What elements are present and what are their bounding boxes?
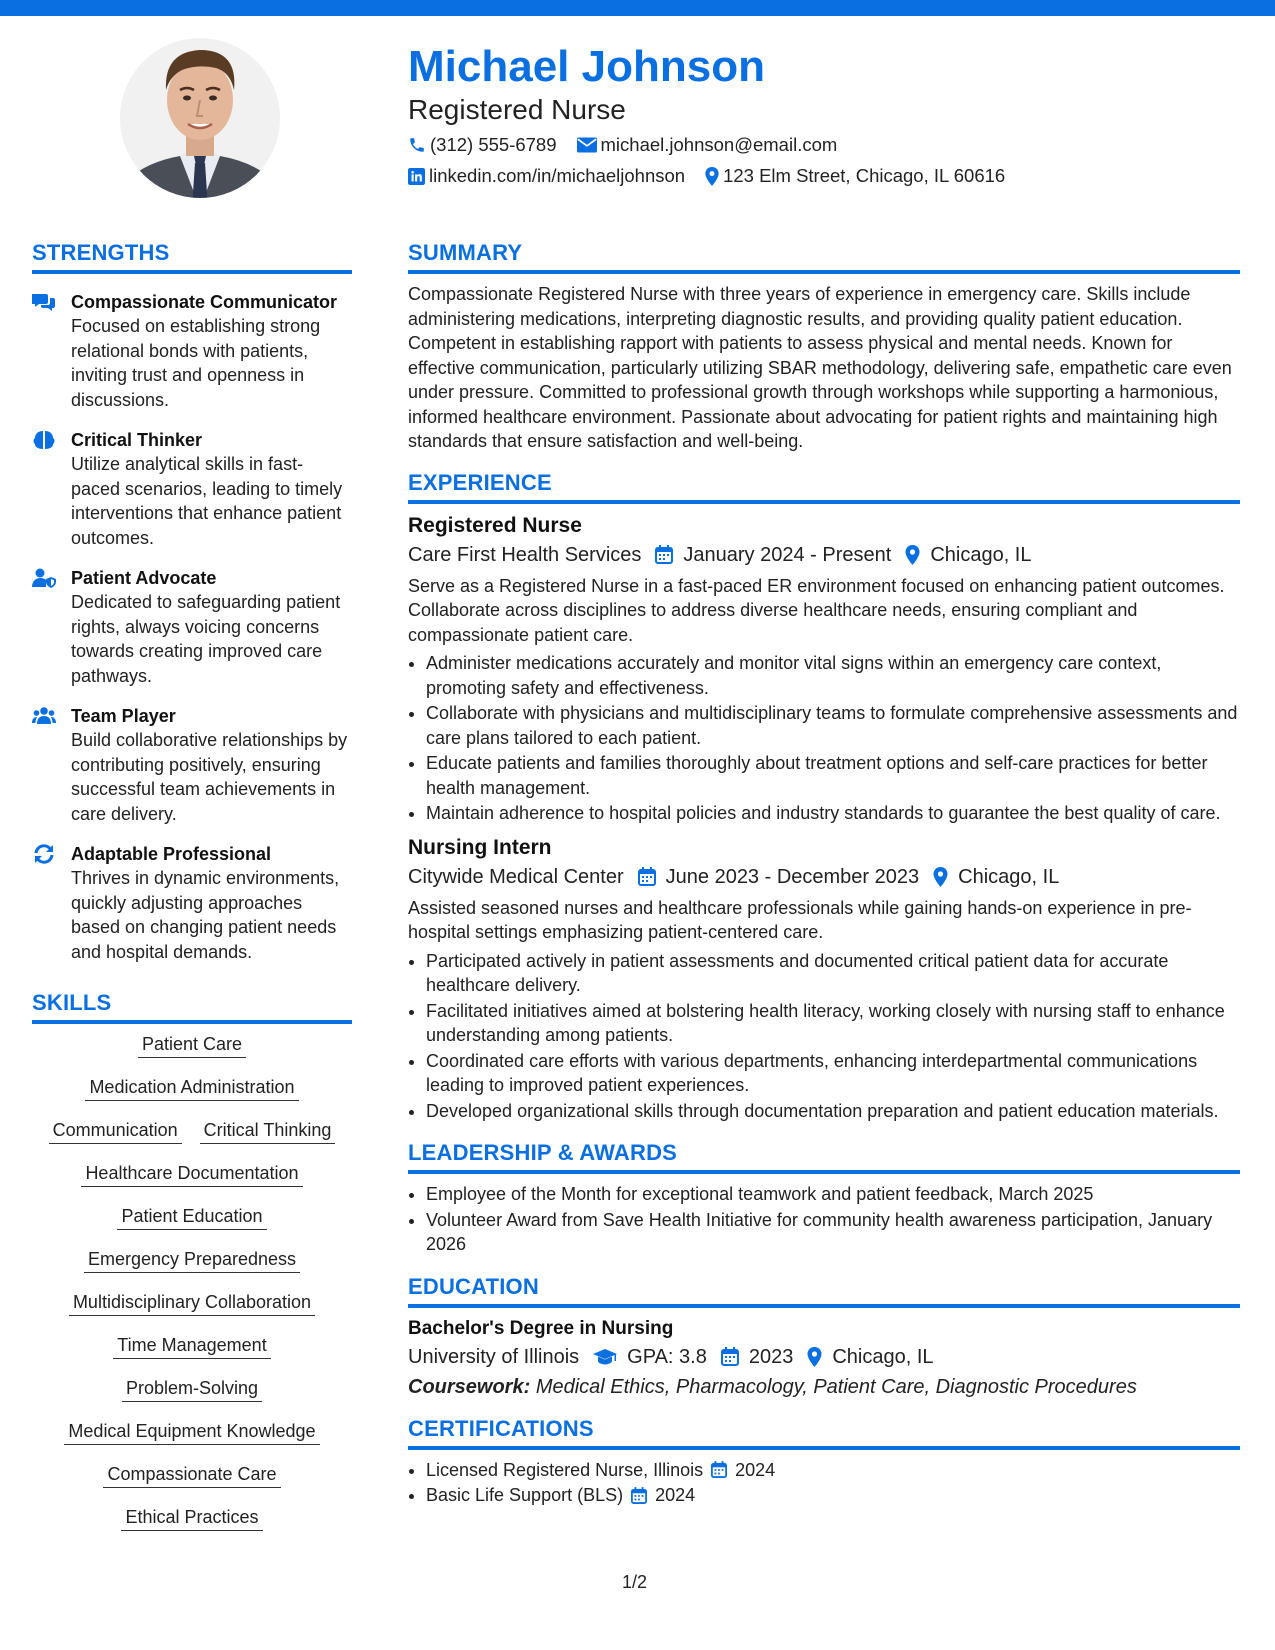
- envelope-icon: [577, 137, 597, 153]
- job-bullet: • Coordinated care efforts with various departments, enhancing interdepartmental communications leading to improved patient experiences.: [426, 1049, 1240, 1098]
- job-bullet: • Collaborate with physicians and multidisciplinary teams to formulate comprehensive assessments and care plans tailored to each patient.: [426, 701, 1240, 750]
- strength-item: [32, 428, 352, 550]
- school-name: University of Illinois: [408, 1345, 580, 1368]
- job-meta: [408, 540, 1240, 570]
- skill-tag: Ethical Practices: [121, 1505, 262, 1531]
- strength-item: [32, 842, 352, 964]
- sync-icon: [32, 844, 56, 864]
- education-heading: EDUCATION: [408, 1274, 1240, 1308]
- gpa: GPA: 3.8: [627, 1345, 707, 1368]
- job-entry: [408, 512, 1240, 826]
- job-title: Registered Nurse: [408, 513, 582, 537]
- brain-icon: [32, 430, 56, 450]
- skill-tag: Communication: [49, 1118, 182, 1144]
- strength-desc: Dedicated to safeguarding patient rights, always voicing concerns towards creating improved care pathways.: [71, 592, 341, 686]
- strength-item: [32, 290, 352, 412]
- job-description: Serve as a Registered Nurse in a fast-paced ER environment focused on enhancing patient outcomes. Collaborate across disciplines to address diverse healthcare needs, ensuring compliant and compassionate patient care.: [408, 575, 1225, 645]
- job-bullets: [408, 651, 1240, 826]
- job-dates: June 2023 - December 2023: [665, 865, 920, 888]
- experience-heading: EXPERIENCE: [408, 470, 1240, 504]
- calendar-icon: [711, 1461, 727, 1478]
- map-pin-icon: [905, 545, 920, 565]
- skill-tag: Patient Care: [138, 1032, 246, 1058]
- coursework-list: Medical Ethics, Pharmacology, Patient Care, Diagnostic Procedures: [535, 1375, 1137, 1398]
- job-meta: [408, 862, 1240, 892]
- skill-tag: Emergency Preparedness: [84, 1247, 300, 1273]
- skill-tag: Critical Thinking: [200, 1118, 336, 1144]
- job-bullet: • Educate patients and families thoroughly about treatment options and self-care practices for better health management.: [426, 751, 1240, 800]
- contact-row-2: [408, 165, 1005, 187]
- skill-tag: Multidisciplinary Collaboration: [69, 1290, 315, 1316]
- strength-desc: Build collaborative relationships by contributing positively, ensuring successful team achievements in care delivery.: [71, 730, 348, 824]
- page-number: 1/2: [622, 1572, 648, 1592]
- graduation-year: 2023: [748, 1345, 794, 1368]
- job-description: Assisted seasoned nurses and healthcare professionals while gaining hands-on experience in pre-hospital settings emphasizing patient-centered care.: [408, 897, 1192, 942]
- degree-title: Bachelor's Degree in Nursing: [408, 1317, 674, 1339]
- map-pin-icon: [933, 867, 948, 887]
- award-item: • Volunteer Award from Save Health Initiative for community health awareness participation, January 2026: [426, 1208, 1240, 1257]
- education-meta: [408, 1342, 1240, 1372]
- awards-heading: LEADERSHIP & AWARDS: [408, 1140, 1240, 1174]
- contact-row-1: [408, 134, 837, 156]
- phone-icon: [408, 136, 426, 154]
- job-bullets: [408, 949, 1240, 1124]
- skill-tag: Medication Administration: [85, 1075, 298, 1101]
- certification-name: • Licensed Registered Nurse, Illinois: [426, 1459, 704, 1480]
- certifications-list: [408, 1458, 1240, 1508]
- job-location: Chicago, IL: [958, 865, 1060, 888]
- strength-desc: Thrives in dynamic environments, quickly adjusting approaches based on changing patient needs and hospital demands.: [71, 868, 340, 962]
- skill-tag: Patient Education: [117, 1204, 266, 1230]
- skill-tag: Medical Equipment Knowledge: [64, 1419, 319, 1445]
- job-bullet: • Participated actively in patient assessments and documented critical patient data for accurate healthcare delivery.: [426, 949, 1240, 998]
- strength-title: Team Player: [71, 706, 176, 726]
- strengths-heading: STRENGTHS: [32, 240, 352, 274]
- education-section: [408, 1274, 1240, 1402]
- skill-tag: Compassionate Care: [103, 1462, 280, 1488]
- job-bullet: • Developed organizational skills through documentation preparation and patient education materials.: [426, 1099, 1240, 1124]
- strength-item: [32, 566, 352, 688]
- award-item: • Employee of the Month for exceptional teamwork and patient feedback, March 2025: [426, 1182, 1240, 1207]
- strengths-section: [32, 240, 352, 980]
- strength-desc: Focused on establishing strong relational bonds with patients, inviting trust and openness in discussions.: [71, 316, 321, 410]
- coursework: [408, 1372, 1240, 1402]
- summary-heading: SUMMARY: [408, 240, 1240, 274]
- certification-item: [426, 1483, 1240, 1508]
- profile-photo: [120, 28, 280, 208]
- job-bullet: • Maintain adherence to hospital policies and industry standards to guarantee the best quality of care.: [426, 801, 1240, 826]
- user-shield-icon: [32, 568, 56, 588]
- certification-name: • Basic Life Support (BLS): [426, 1485, 624, 1505]
- email-text[interactable]: michael.johnson@email.com: [600, 134, 838, 155]
- strength-item: [32, 704, 352, 826]
- calendar-icon: [655, 545, 673, 564]
- skill-tag: Time Management: [113, 1333, 270, 1359]
- coursework-label: Coursework:: [408, 1375, 531, 1398]
- job-company: Care First Health Services: [408, 543, 642, 566]
- linkedin-text[interactable]: linkedin.com/in/michaeljohnson: [429, 165, 686, 186]
- graduation-cap-icon: [593, 1348, 617, 1366]
- strength-title: Patient Advocate: [71, 568, 217, 588]
- skill-tag: Healthcare Documentation: [81, 1161, 302, 1187]
- address-contact: [705, 165, 1005, 187]
- linkedin-contact[interactable]: [408, 165, 685, 187]
- skills-list: [32, 1024, 352, 1531]
- users-icon: [32, 706, 56, 726]
- calendar-icon: [631, 1487, 647, 1504]
- map-pin-icon: [807, 1347, 822, 1367]
- experience-section: [408, 470, 1240, 1124]
- summary-text: Compassionate Registered Nurse with three years of experience in emergency care. Skills include administering medications, interpreting diagnostic results, and providing quality patient education. Competent in establishing rapport with patients to assess physical and mental needs. Known for effective communication, particularly utilizing SBAR methodology, delivering safe, empathetic care even under pressure. Committed to professional growth through workshops while supporting a harmonious, informed healthcare environment. Passionate about advocating for patient rights and maintaining high standards that ensure satisfaction and well-being.: [408, 284, 1232, 451]
- map-pin-icon: [705, 167, 719, 186]
- calendar-icon: [721, 1347, 739, 1366]
- job-bullet: • Administer medications accurately and monitor vital signs within an emergency care context, promoting safety and effectiveness.: [426, 651, 1240, 700]
- strength-title: Adaptable Professional: [71, 844, 272, 864]
- calendar-icon: [638, 867, 656, 886]
- job-bullet: • Facilitated initiatives aimed at bolstering health literacy, working closely with nursing staff to enhance understanding among patients.: [426, 999, 1240, 1048]
- awards-section: [408, 1140, 1240, 1257]
- job-location: Chicago, IL: [930, 543, 1032, 566]
- strength-desc: Utilize analytical skills in fast-paced scenarios, leading to timely interventions that enhance patient outcomes.: [71, 454, 343, 548]
- job-dates: January 2024 - Present: [683, 543, 892, 566]
- certification-year: 2024: [655, 1485, 696, 1505]
- chat-icon: [32, 292, 56, 312]
- awards-list: [408, 1182, 1240, 1257]
- strength-title: Critical Thinker: [71, 430, 203, 450]
- linkedin-icon: [408, 168, 425, 185]
- address-text: 123 Elm Street, Chicago, IL 60616: [723, 165, 1006, 186]
- skills-heading: SKILLS: [32, 990, 352, 1024]
- job-title: Nursing Intern: [408, 835, 552, 859]
- summary-section: [408, 240, 1240, 454]
- phone-contact: [408, 134, 557, 156]
- main-column: [408, 240, 1240, 1509]
- skill-tag: Problem-Solving: [122, 1376, 262, 1402]
- top-accent-bar: [0, 0, 1275, 16]
- certifications-heading: CERTIFICATIONS: [408, 1416, 1240, 1450]
- candidate-title: Registered Nurse: [408, 94, 626, 125]
- phone-text: (312) 555-6789: [430, 134, 557, 155]
- certification-item: [426, 1458, 1240, 1483]
- candidate-name: Michael Johnson: [408, 42, 765, 91]
- job-company: Citywide Medical Center: [408, 865, 624, 888]
- job-entry: [408, 834, 1240, 1124]
- education-location: Chicago, IL: [832, 1345, 934, 1368]
- strength-title: Compassionate Communicator: [71, 292, 338, 312]
- certification-year: 2024: [735, 1459, 776, 1480]
- skills-section: [32, 990, 352, 1548]
- certifications-section: [408, 1416, 1240, 1508]
- email-contact[interactable]: [577, 134, 838, 156]
